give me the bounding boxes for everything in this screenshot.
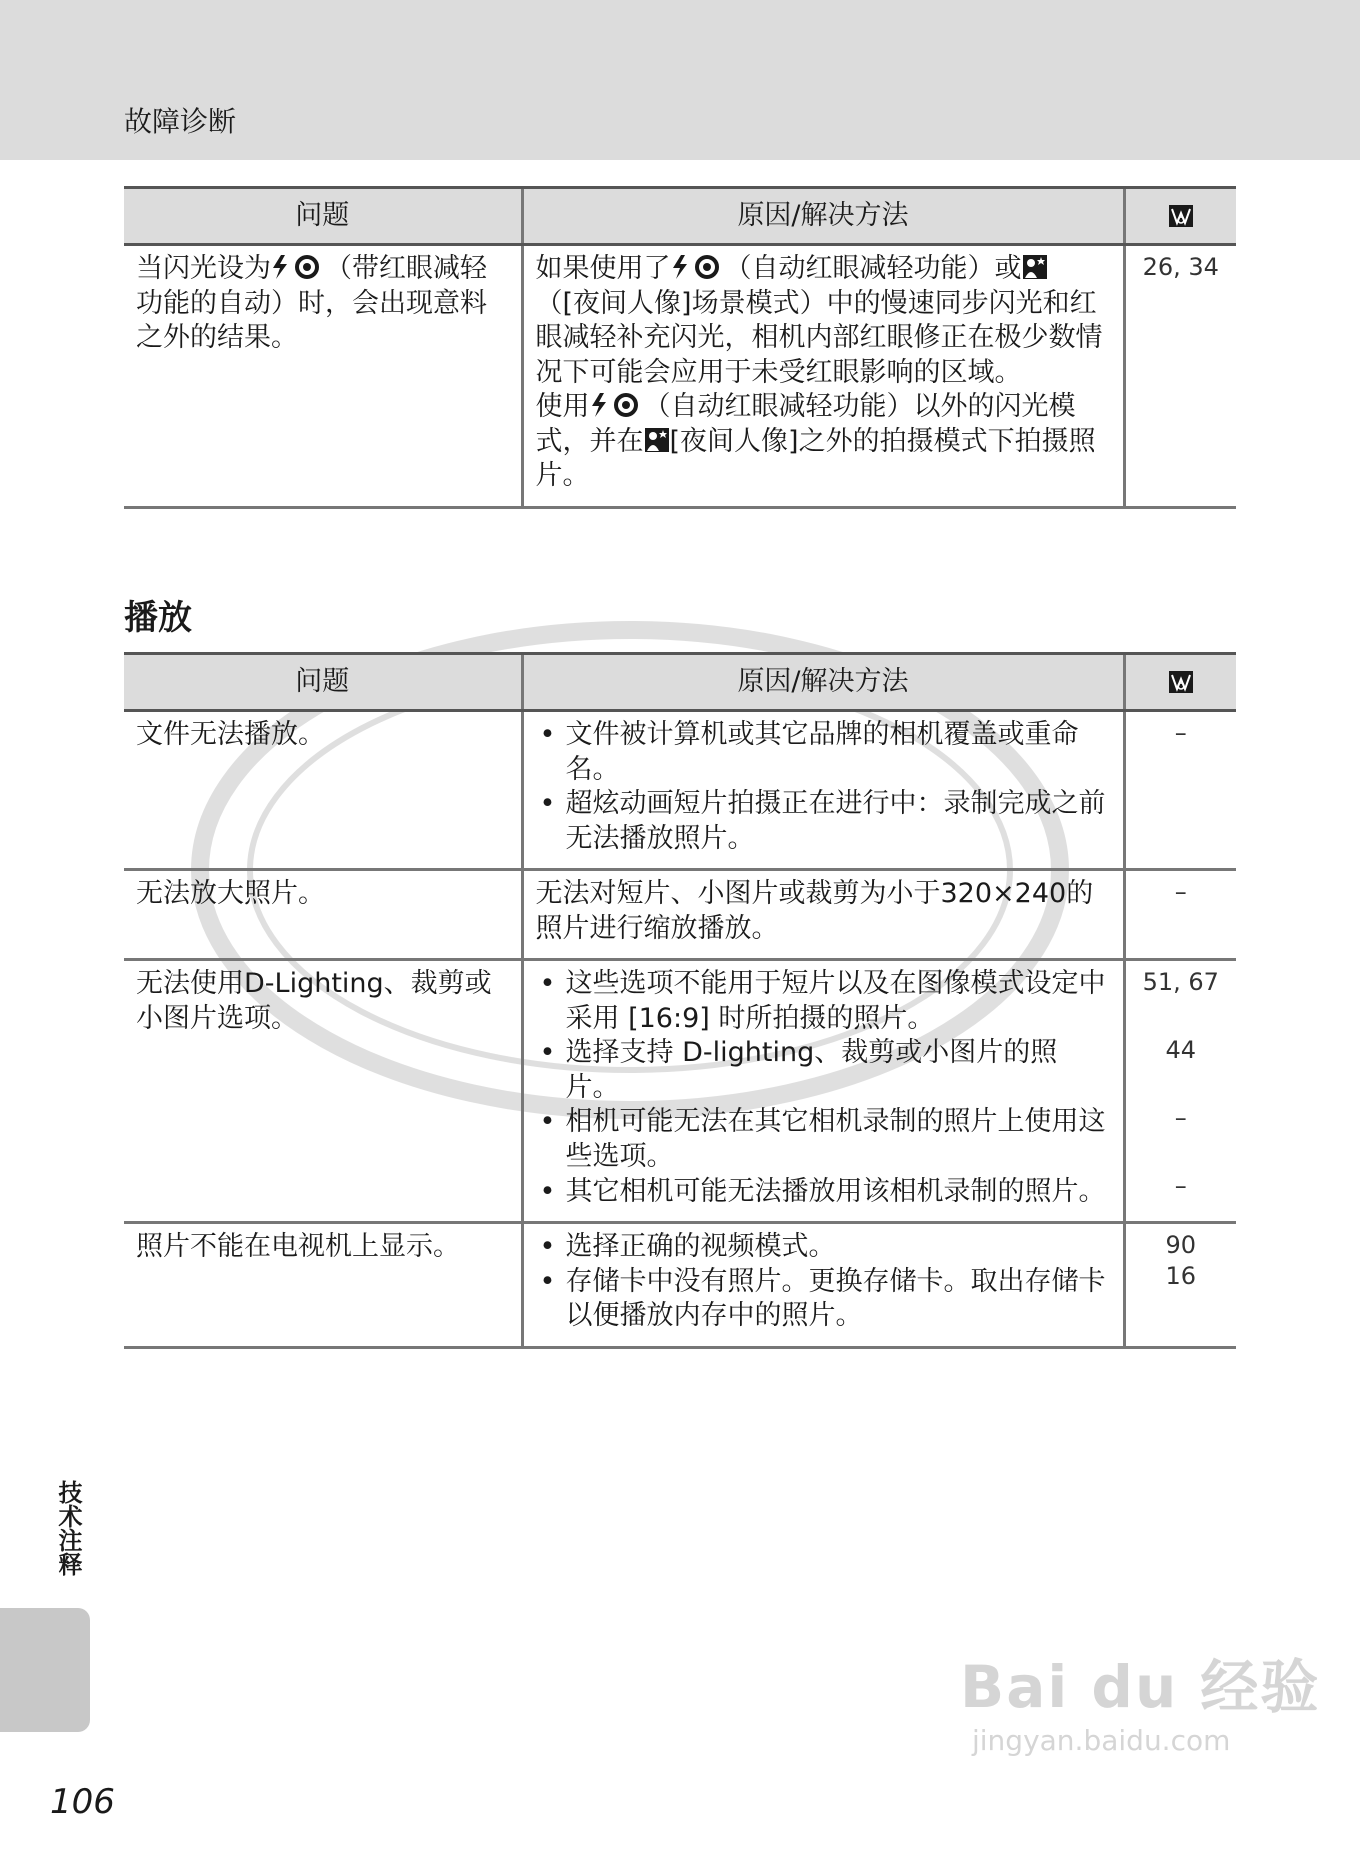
reference-value: 51, 67 — [1142, 968, 1219, 997]
cause-cell — [522, 711, 1124, 870]
flash-red-eye-icon — [671, 254, 725, 280]
problem-text-a: 当闪光设为 — [136, 253, 271, 284]
header-problem: 问题 — [124, 188, 522, 245]
side-tab-label: 技术注释 — [54, 1480, 82, 1576]
list-item: • 其它相机可能无法播放用该相机录制的照片。 — [566, 1175, 1111, 1210]
night-portrait-icon — [1022, 254, 1048, 280]
night-portrait-icon — [644, 427, 670, 453]
troubleshooting-table-flash — [124, 186, 1236, 509]
cause-cell: 无法对短片、小图片或裁剪为小于320×240的照片进行缩放播放。 — [522, 870, 1124, 960]
page-header-title: 故障诊断 — [124, 105, 237, 138]
baidu-url: jingyan.baidu.com — [972, 1724, 1231, 1757]
table-row — [124, 1223, 1236, 1348]
list-item: • 这些选项不能用于短片以及在图像模式设定中采用 [16:9] 时所拍摄的照片。 — [566, 967, 1111, 1036]
reference-value: 44 — [1165, 1036, 1197, 1065]
reference-cell — [1124, 1223, 1236, 1348]
list-item: • 存储卡中没有照片。更换存储卡。取出存储卡以便播放内存中的照片。 — [566, 1265, 1111, 1334]
reference-value: – — [1174, 1104, 1187, 1133]
header-reference — [1124, 654, 1236, 711]
list-item: • 选择正确的视频模式。 — [566, 1230, 1111, 1265]
cause-cell — [522, 1223, 1124, 1348]
flash-red-eye-icon — [590, 392, 644, 418]
cause-p1-a: 如果使用了 — [535, 253, 671, 284]
table-header-row — [124, 188, 1236, 245]
reference-cell: 26, 34 — [1124, 245, 1236, 508]
cause-list — [536, 718, 1111, 856]
cause-cell — [522, 245, 1124, 508]
cause-p1-c: （[夜间人像]场景模式）中的慢速同步闪光和红眼减轻补充闪光，相机内部红眼修正在极少数情况下可能会应用于未受红眼影响的区域。 — [535, 287, 1103, 388]
reference-value: 16 — [1165, 1261, 1197, 1290]
book-icon — [1168, 670, 1194, 694]
problem-text-b: （带红眼减轻功能的自动）时，会出现意料之外的结果。 — [136, 253, 487, 354]
baidu-logo-text: Bai du 经验 — [960, 1653, 1321, 1721]
cause-list — [536, 967, 1111, 1209]
cause-list — [536, 1230, 1111, 1334]
section-heading-playback: 播放 — [124, 598, 192, 638]
list-item: • 超炫动画短片拍摄正在进行中：录制完成之前无法播放照片。 — [566, 787, 1111, 856]
header-reference — [1124, 188, 1236, 245]
cause-paragraph-1 — [536, 252, 1111, 390]
table-row — [124, 870, 1236, 960]
header-cause: 原因/解决方法 — [522, 654, 1124, 711]
header-problem: 问题 — [124, 654, 522, 711]
problem-cell: 无法使用D-Lighting、裁剪或小图片选项。 — [124, 960, 522, 1223]
reference-cell: – — [1124, 870, 1236, 960]
problem-cell: 照片不能在电视机上显示。 — [124, 1223, 522, 1348]
problem-cell: 文件无法播放。 — [124, 711, 522, 870]
problem-cell — [124, 245, 522, 508]
problem-cell: 无法放大照片。 — [124, 870, 522, 960]
reference-value: – — [1174, 1172, 1187, 1201]
list-item: • 相机可能无法在其它相机录制的照片上使用这些选项。 — [566, 1105, 1111, 1174]
reference-cell — [1124, 960, 1236, 1223]
reference-cell: – — [1124, 711, 1236, 870]
cause-p2-c: [夜间人像]之外的拍摄模式下拍摄照片。 — [535, 425, 1096, 492]
cause-p2-b: （自动红眼减轻功能）以外的闪光模式，并在 — [535, 391, 1076, 457]
page-number: 106 — [50, 1782, 115, 1822]
list-item: • 选择支持 D-lighting、裁剪或小图片的照片。 — [566, 1036, 1111, 1105]
table-row — [124, 960, 1236, 1223]
table-row — [124, 711, 1236, 870]
reference-value: 90 — [1165, 1231, 1197, 1260]
header-cause: 原因/解决方法 — [522, 188, 1124, 245]
book-icon — [1168, 204, 1194, 228]
list-item: • 文件被计算机或其它品牌的相机覆盖或重命名。 — [566, 718, 1111, 787]
baidu-watermark — [960, 1640, 1320, 1757]
table-row — [124, 245, 1236, 508]
troubleshooting-table-playback — [124, 652, 1236, 1349]
cause-p2-a: 使用 — [535, 391, 590, 423]
cause-p1-b: （自动红眼减轻功能）或 — [724, 253, 1022, 284]
cause-paragraph-2 — [536, 390, 1111, 494]
table-header-row — [124, 654, 1236, 711]
side-tab-marker — [0, 1608, 90, 1732]
flash-red-eye-icon — [271, 254, 325, 280]
cause-cell — [522, 960, 1124, 1223]
